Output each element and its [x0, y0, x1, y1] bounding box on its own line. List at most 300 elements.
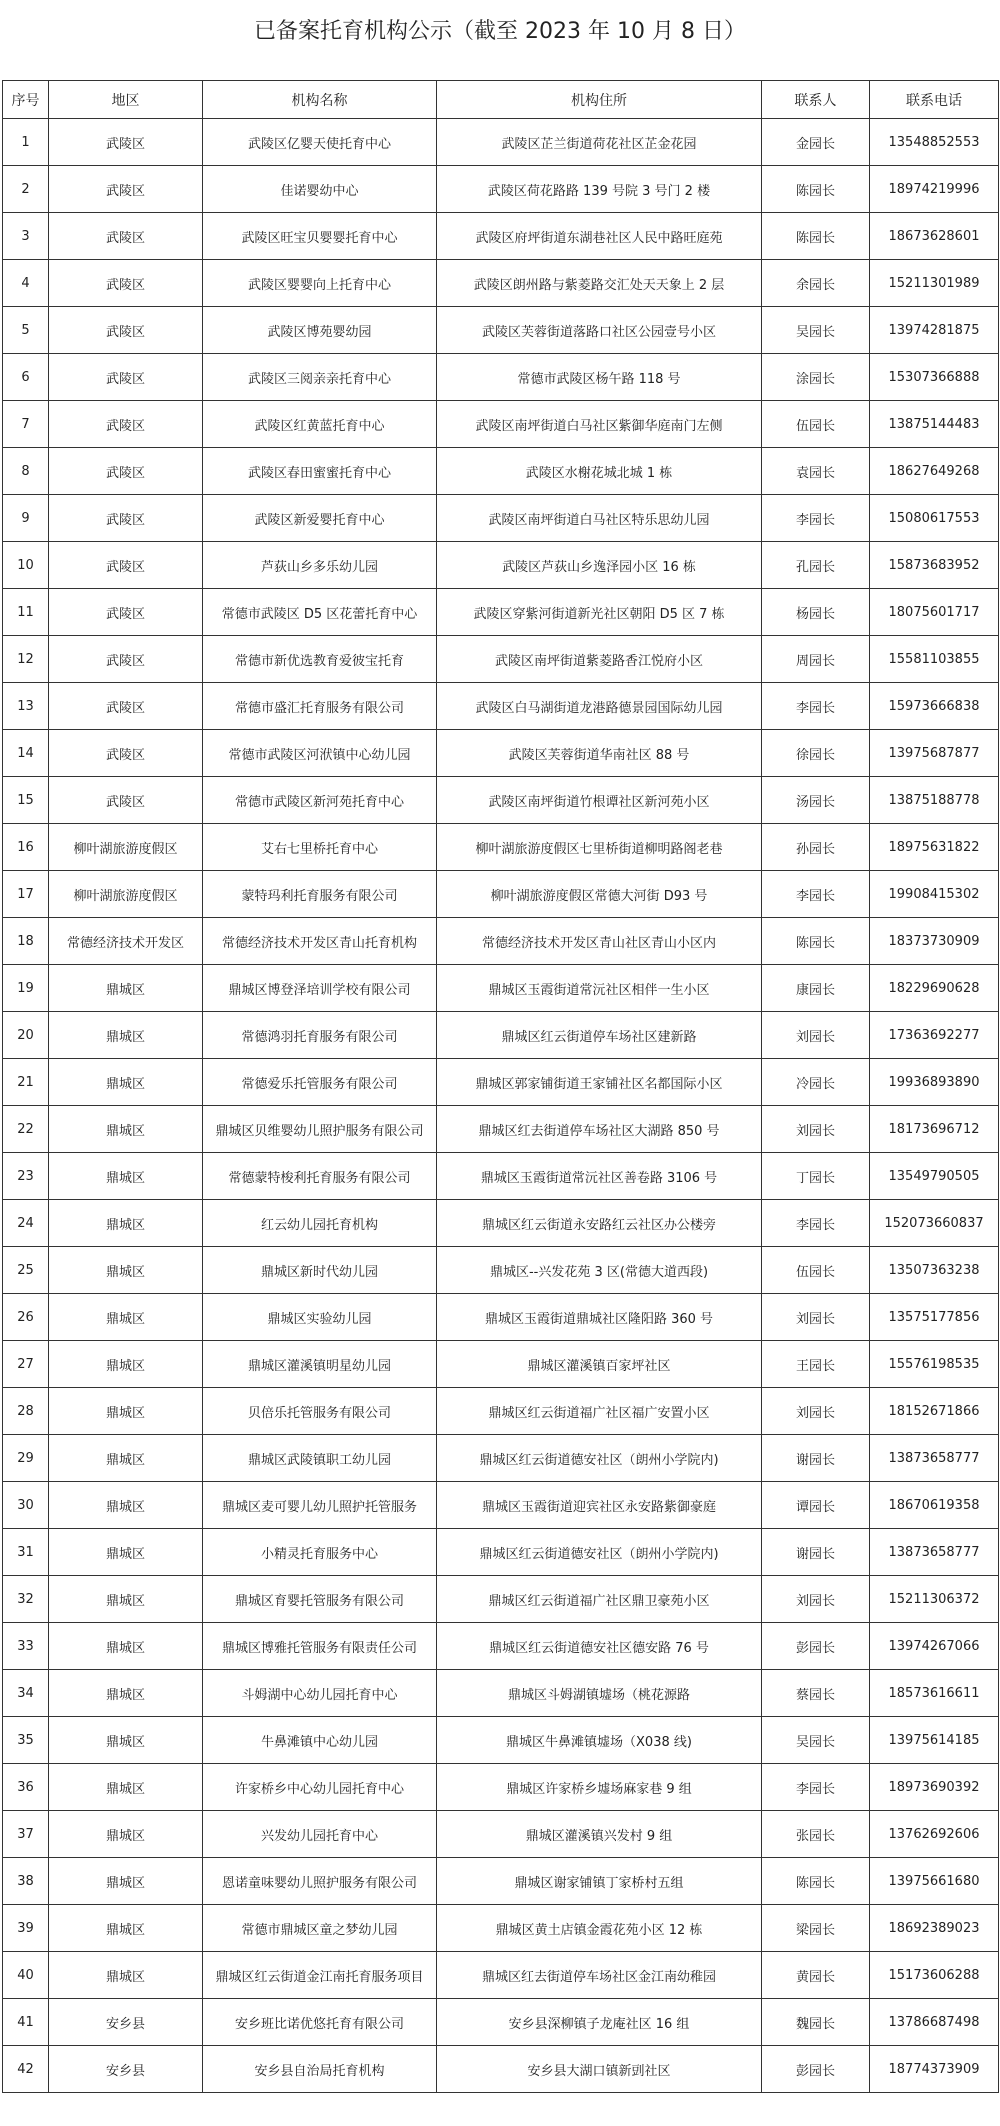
contact-cell: 梁园长	[762, 1905, 870, 1952]
institution-name-cell: 斗姆湖中心幼儿园托育中心	[203, 1670, 437, 1717]
district-cell: 鼎城区	[49, 1717, 203, 1764]
row-index-cell: 13	[3, 683, 49, 730]
phone-cell: 18152671866	[870, 1388, 999, 1435]
table-row	[3, 918, 999, 965]
column-header-institution-name: 机构名称	[203, 81, 437, 119]
row-index-cell: 34	[3, 1670, 49, 1717]
table-row	[3, 1717, 999, 1764]
address-cell: 武陵区芙蓉街道华南社区 88 号	[437, 730, 762, 777]
address-cell: 武陵区南坪街道白马社区紫御华庭南门左侧	[437, 401, 762, 448]
institution-name-cell: 常德市武陵区新河苑托育中心	[203, 777, 437, 824]
table-row	[3, 1999, 999, 2046]
contact-cell: 李园长	[762, 1764, 870, 1811]
phone-cell: 13762692606	[870, 1811, 999, 1858]
phone-cell: 15576198535	[870, 1341, 999, 1388]
contact-cell: 伍园长	[762, 1247, 870, 1294]
row-index-cell: 8	[3, 448, 49, 495]
district-cell: 鼎城区	[49, 1529, 203, 1576]
phone-cell: 17363692277	[870, 1012, 999, 1059]
phone-cell: 18627649268	[870, 448, 999, 495]
institution-name-cell: 鼎城区红云街道金江南托育服务项目	[203, 1952, 437, 1999]
row-index-cell: 19	[3, 965, 49, 1012]
row-index-cell: 3	[3, 213, 49, 260]
row-index-cell: 16	[3, 824, 49, 871]
row-index-cell: 31	[3, 1529, 49, 1576]
row-index-cell: 38	[3, 1858, 49, 1905]
phone-cell: 18774373909	[870, 2046, 999, 2093]
row-index-cell: 18	[3, 918, 49, 965]
institution-name-cell: 安乡班比诺优悠托育有限公司	[203, 1999, 437, 2046]
contact-cell: 李园长	[762, 495, 870, 542]
address-cell: 武陵区南坪街道白马社区特乐思幼儿园	[437, 495, 762, 542]
address-cell: 安乡县深柳镇子龙庵社区 16 组	[437, 1999, 762, 2046]
column-header-contact: 联系人	[762, 81, 870, 119]
institution-name-cell: 艾右七里桥托育中心	[203, 824, 437, 871]
district-cell: 鼎城区	[49, 1388, 203, 1435]
address-cell: 鼎城区红云街道福广社区鼎卫豪苑小区	[437, 1576, 762, 1623]
row-index-cell: 30	[3, 1482, 49, 1529]
address-cell: 鼎城区玉霞街道常沅社区相伴一生小区	[437, 965, 762, 1012]
district-cell: 柳叶湖旅游度假区	[49, 871, 203, 918]
contact-cell: 康园长	[762, 965, 870, 1012]
contact-cell: 孙园长	[762, 824, 870, 871]
phone-cell: 18975631822	[870, 824, 999, 871]
address-cell: 鼎城区郭家铺街道王家铺社区名都国际小区	[437, 1059, 762, 1106]
address-cell: 武陵区芦荻山乡逸泽园小区 16 栋	[437, 542, 762, 589]
contact-cell: 魏园长	[762, 1999, 870, 2046]
contact-cell: 陈园长	[762, 1858, 870, 1905]
contact-cell: 刘园长	[762, 1012, 870, 1059]
phone-cell: 13975687877	[870, 730, 999, 777]
table-row	[3, 1858, 999, 1905]
phone-cell: 18229690628	[870, 965, 999, 1012]
district-cell: 武陵区	[49, 401, 203, 448]
district-cell: 鼎城区	[49, 1341, 203, 1388]
contact-cell: 李园长	[762, 1200, 870, 1247]
row-index-cell: 36	[3, 1764, 49, 1811]
contact-cell: 涂园长	[762, 354, 870, 401]
contact-cell: 冷园长	[762, 1059, 870, 1106]
contact-cell: 陈园长	[762, 166, 870, 213]
institution-name-cell: 武陵区红黄蓝托育中心	[203, 401, 437, 448]
address-cell: 常德市武陵区杨午路 118 号	[437, 354, 762, 401]
contact-cell: 蔡园长	[762, 1670, 870, 1717]
contact-cell: 丁园长	[762, 1153, 870, 1200]
institution-name-cell: 贝倍乐托管服务有限公司	[203, 1388, 437, 1435]
row-index-cell: 6	[3, 354, 49, 401]
district-cell: 鼎城区	[49, 1576, 203, 1623]
row-index-cell: 2	[3, 166, 49, 213]
district-cell: 鼎城区	[49, 1811, 203, 1858]
address-cell: 鼎城区红云街道福广社区福广安置小区	[437, 1388, 762, 1435]
phone-cell: 15581103855	[870, 636, 999, 683]
institution-name-cell: 牛鼻滩镇中心幼儿园	[203, 1717, 437, 1764]
district-cell: 鼎城区	[49, 1200, 203, 1247]
address-cell: 武陵区南坪街道紫菱路香江悦府小区	[437, 636, 762, 683]
contact-cell: 谢园长	[762, 1529, 870, 1576]
institution-name-cell: 鼎城区博雅托管服务有限责任公司	[203, 1623, 437, 1670]
contact-cell: 刘园长	[762, 1576, 870, 1623]
district-cell: 鼎城区	[49, 1858, 203, 1905]
institution-name-cell: 武陵区旺宝贝婴婴托育中心	[203, 213, 437, 260]
phone-cell: 13975661680	[870, 1858, 999, 1905]
address-cell: 鼎城区许家桥乡墟场麻家巷 9 组	[437, 1764, 762, 1811]
table-row	[3, 213, 999, 260]
table-row	[3, 166, 999, 213]
phone-cell: 19908415302	[870, 871, 999, 918]
institution-name-cell: 常德市鼎城区童之梦幼儿园	[203, 1905, 437, 1952]
district-cell: 柳叶湖旅游度假区	[49, 824, 203, 871]
address-cell: 鼎城区红去街道停车场社区金江南幼稚园	[437, 1952, 762, 1999]
row-index-cell: 26	[3, 1294, 49, 1341]
row-index-cell: 22	[3, 1106, 49, 1153]
district-cell: 武陵区	[49, 777, 203, 824]
phone-cell: 13549790505	[870, 1153, 999, 1200]
district-cell: 安乡县	[49, 1999, 203, 2046]
contact-cell: 王园长	[762, 1341, 870, 1388]
institution-name-cell: 小精灵托育服务中心	[203, 1529, 437, 1576]
column-header-index: 序号	[3, 81, 49, 119]
phone-cell: 15873683952	[870, 542, 999, 589]
row-index-cell: 37	[3, 1811, 49, 1858]
contact-cell: 陈园长	[762, 213, 870, 260]
row-index-cell: 12	[3, 636, 49, 683]
table-header-row	[3, 81, 999, 119]
institution-name-cell: 芦荻山乡多乐幼儿园	[203, 542, 437, 589]
table-row	[3, 448, 999, 495]
contact-cell: 陈园长	[762, 918, 870, 965]
district-cell: 鼎城区	[49, 1623, 203, 1670]
institution-name-cell: 鼎城区灌溪镇明星幼儿园	[203, 1341, 437, 1388]
district-cell: 鼎城区	[49, 1764, 203, 1811]
table-row	[3, 401, 999, 448]
institution-name-cell: 鼎城区实验幼儿园	[203, 1294, 437, 1341]
address-cell: 柳叶湖旅游度假区常德大河街 D93 号	[437, 871, 762, 918]
phone-cell: 15973666838	[870, 683, 999, 730]
district-cell: 鼎城区	[49, 1435, 203, 1482]
phone-cell: 15307366888	[870, 354, 999, 401]
contact-cell: 黄园长	[762, 1952, 870, 1999]
address-cell: 武陵区水榭花城北城 1 栋	[437, 448, 762, 495]
institution-name-cell: 常德市武陵区河洑镇中心幼儿园	[203, 730, 437, 777]
phone-cell: 19936893890	[870, 1059, 999, 1106]
table-row	[3, 1811, 999, 1858]
phone-cell: 13507363238	[870, 1247, 999, 1294]
contact-cell: 孔园长	[762, 542, 870, 589]
row-index-cell: 15	[3, 777, 49, 824]
phone-cell: 13875188778	[870, 777, 999, 824]
contact-cell: 汤园长	[762, 777, 870, 824]
phone-cell: 13975614185	[870, 1717, 999, 1764]
table-row	[3, 1764, 999, 1811]
institution-name-cell: 武陵区三阅亲亲托育中心	[203, 354, 437, 401]
contact-cell: 周园长	[762, 636, 870, 683]
table-row	[3, 636, 999, 683]
row-index-cell: 9	[3, 495, 49, 542]
contact-cell: 彭园长	[762, 1623, 870, 1670]
phone-cell: 18573616611	[870, 1670, 999, 1717]
district-cell: 武陵区	[49, 354, 203, 401]
table-row	[3, 589, 999, 636]
phone-cell: 18974219996	[870, 166, 999, 213]
institution-name-cell: 常德鸿羽托育服务有限公司	[203, 1012, 437, 1059]
address-cell: 鼎城区--兴发花苑 3 区(常德大道西段)	[437, 1247, 762, 1294]
district-cell: 鼎城区	[49, 1670, 203, 1717]
address-cell: 武陵区荷花路路 139 号院 3 号门 2 楼	[437, 166, 762, 213]
district-cell: 武陵区	[49, 307, 203, 354]
institution-name-cell: 恩诺童味婴幼儿照护服务有限公司	[203, 1858, 437, 1905]
contact-cell: 袁园长	[762, 448, 870, 495]
institution-name-cell: 蒙特玛利托育服务有限公司	[203, 871, 437, 918]
district-cell: 安乡县	[49, 2046, 203, 2093]
contact-cell: 李园长	[762, 683, 870, 730]
address-cell: 常德经济技术开发区青山社区青山小区内	[437, 918, 762, 965]
address-cell: 柳叶湖旅游度假区七里桥街道柳明路阁老巷	[437, 824, 762, 871]
institution-name-cell: 佳诺婴幼中心	[203, 166, 437, 213]
district-cell: 武陵区	[49, 119, 203, 166]
contact-cell: 徐园长	[762, 730, 870, 777]
address-cell: 武陵区朗州路与紫菱路交汇处天天象上 2 层	[437, 260, 762, 307]
phone-cell: 13974267066	[870, 1623, 999, 1670]
phone-cell: 152073660837	[870, 1200, 999, 1247]
contact-cell: 刘园长	[762, 1294, 870, 1341]
institution-name-cell: 常德蒙特梭利托育服务有限公司	[203, 1153, 437, 1200]
contact-cell: 余园长	[762, 260, 870, 307]
phone-cell: 13875144483	[870, 401, 999, 448]
institution-name-cell: 红云幼儿园托育机构	[203, 1200, 437, 1247]
table-row	[3, 307, 999, 354]
district-cell: 鼎城区	[49, 1482, 203, 1529]
district-cell: 鼎城区	[49, 1106, 203, 1153]
table-row	[3, 1200, 999, 1247]
address-cell: 鼎城区黄土店镇金霞花苑小区 12 栋	[437, 1905, 762, 1952]
contact-cell: 吴园长	[762, 1717, 870, 1764]
district-cell: 鼎城区	[49, 965, 203, 1012]
district-cell: 鼎城区	[49, 1247, 203, 1294]
institution-name-cell: 鼎城区新时代幼儿园	[203, 1247, 437, 1294]
row-index-cell: 24	[3, 1200, 49, 1247]
table-row	[3, 495, 999, 542]
row-index-cell: 10	[3, 542, 49, 589]
table-row	[3, 965, 999, 1012]
institution-name-cell: 武陵区亿婴天使托育中心	[203, 119, 437, 166]
address-cell: 鼎城区牛鼻滩镇墟场（X038 线)	[437, 1717, 762, 1764]
district-cell: 常德经济技术开发区	[49, 918, 203, 965]
row-index-cell: 25	[3, 1247, 49, 1294]
table-row	[3, 871, 999, 918]
row-index-cell: 23	[3, 1153, 49, 1200]
phone-cell: 18373730909	[870, 918, 999, 965]
institution-name-cell: 兴发幼儿园托育中心	[203, 1811, 437, 1858]
contact-cell: 金园长	[762, 119, 870, 166]
table-row	[3, 1529, 999, 1576]
phone-cell: 13548852553	[870, 119, 999, 166]
district-cell: 武陵区	[49, 260, 203, 307]
column-header-district: 地区	[49, 81, 203, 119]
address-cell: 武陵区芷兰街道荷花社区芷金花园	[437, 119, 762, 166]
row-index-cell: 28	[3, 1388, 49, 1435]
phone-cell: 18973690392	[870, 1764, 999, 1811]
table-row	[3, 119, 999, 166]
district-cell: 武陵区	[49, 683, 203, 730]
address-cell: 鼎城区灌溪镇兴发村 9 组	[437, 1811, 762, 1858]
district-cell: 武陵区	[49, 730, 203, 777]
institution-name-cell: 武陵区婴婴向上托育中心	[203, 260, 437, 307]
district-cell: 鼎城区	[49, 1294, 203, 1341]
district-cell: 鼎城区	[49, 1952, 203, 1999]
institution-name-cell: 许家桥乡中心幼儿园托育中心	[203, 1764, 437, 1811]
table-row	[3, 1153, 999, 1200]
address-cell: 武陵区穿紫河街道新光社区朝阳 D5 区 7 栋	[437, 589, 762, 636]
table-row	[3, 683, 999, 730]
column-header-phone: 联系电话	[870, 81, 999, 119]
institution-name-cell: 鼎城区武陵镇职工幼儿园	[203, 1435, 437, 1482]
institution-name-cell: 常德市盛汇托育服务有限公司	[203, 683, 437, 730]
table-row	[3, 730, 999, 777]
row-index-cell: 7	[3, 401, 49, 448]
row-index-cell: 5	[3, 307, 49, 354]
district-cell: 武陵区	[49, 166, 203, 213]
table-row	[3, 1482, 999, 1529]
row-index-cell: 4	[3, 260, 49, 307]
row-index-cell: 29	[3, 1435, 49, 1482]
table-row	[3, 542, 999, 589]
table-row	[3, 1670, 999, 1717]
table-row	[3, 1623, 999, 1670]
row-index-cell: 11	[3, 589, 49, 636]
phone-cell: 18670619358	[870, 1482, 999, 1529]
district-cell: 鼎城区	[49, 1059, 203, 1106]
row-index-cell: 27	[3, 1341, 49, 1388]
address-cell: 鼎城区谢家铺镇丁家桥村五组	[437, 1858, 762, 1905]
district-cell: 鼎城区	[49, 1012, 203, 1059]
district-cell: 武陵区	[49, 589, 203, 636]
row-index-cell: 42	[3, 2046, 49, 2093]
table-row	[3, 1012, 999, 1059]
contact-cell: 伍园长	[762, 401, 870, 448]
institution-name-cell: 鼎城区博登泽培训学校有限公司	[203, 965, 437, 1012]
phone-cell: 13575177856	[870, 1294, 999, 1341]
institution-name-cell: 鼎城区麦可婴儿幼儿照护托管服务	[203, 1482, 437, 1529]
phone-cell: 18173696712	[870, 1106, 999, 1153]
phone-cell: 13786687498	[870, 1999, 999, 2046]
address-cell: 鼎城区红云街道德安社区德安路 76 号	[437, 1623, 762, 1670]
row-index-cell: 35	[3, 1717, 49, 1764]
phone-cell: 13974281875	[870, 307, 999, 354]
row-index-cell: 1	[3, 119, 49, 166]
phone-cell: 13873658777	[870, 1529, 999, 1576]
institution-name-cell: 鼎城区育婴托管服务有限公司	[203, 1576, 437, 1623]
district-cell: 武陵区	[49, 495, 203, 542]
institution-name-cell: 武陵区新爱婴托育中心	[203, 495, 437, 542]
page-title: 已备案托育机构公示（截至 2023 年 10 月 8 日）	[254, 19, 746, 44]
institution-name-cell: 常德市新优选教育爱彼宝托育	[203, 636, 437, 683]
phone-cell: 18075601717	[870, 589, 999, 636]
institution-name-cell: 鼎城区贝维婴幼儿照护服务有限公司	[203, 1106, 437, 1153]
table-row	[3, 824, 999, 871]
address-cell: 鼎城区玉霞街道鼎城社区隆阳路 360 号	[437, 1294, 762, 1341]
table-row	[3, 2046, 999, 2093]
phone-cell: 18692389023	[870, 1905, 999, 1952]
institution-name-cell: 武陵区博苑婴幼园	[203, 307, 437, 354]
institution-name-cell: 常德经济技术开发区青山托育机构	[203, 918, 437, 965]
district-cell: 鼎城区	[49, 1153, 203, 1200]
row-index-cell: 21	[3, 1059, 49, 1106]
contact-cell: 李园长	[762, 871, 870, 918]
address-cell: 安乡县大湖口镇新剅社区	[437, 2046, 762, 2093]
contact-cell: 杨园长	[762, 589, 870, 636]
table-row	[3, 1905, 999, 1952]
address-cell: 鼎城区红云街道停车场社区建新路	[437, 1012, 762, 1059]
table-row	[3, 1294, 999, 1341]
row-index-cell: 17	[3, 871, 49, 918]
district-cell: 武陵区	[49, 542, 203, 589]
phone-cell: 15080617553	[870, 495, 999, 542]
table-row	[3, 1952, 999, 1999]
column-header-address: 机构住所	[437, 81, 762, 119]
row-index-cell: 39	[3, 1905, 49, 1952]
table-row	[3, 1435, 999, 1482]
table-row	[3, 777, 999, 824]
contact-cell: 张园长	[762, 1811, 870, 1858]
table-row	[3, 1576, 999, 1623]
district-cell: 武陵区	[49, 213, 203, 260]
table-row	[3, 1059, 999, 1106]
row-index-cell: 20	[3, 1012, 49, 1059]
district-cell: 武陵区	[49, 636, 203, 683]
contact-cell: 谢园长	[762, 1435, 870, 1482]
row-index-cell: 33	[3, 1623, 49, 1670]
contact-cell: 谭园长	[762, 1482, 870, 1529]
address-cell: 武陵区南坪街道竹根谭社区新河苑小区	[437, 777, 762, 824]
address-cell: 鼎城区红云街道德安社区（朗州小学院内)	[437, 1435, 762, 1482]
phone-cell: 13873658777	[870, 1435, 999, 1482]
table-body	[3, 119, 999, 2093]
row-index-cell: 32	[3, 1576, 49, 1623]
table-row	[3, 1341, 999, 1388]
institution-name-cell: 常德市武陵区 D5 区花蕾托育中心	[203, 589, 437, 636]
institution-name-cell: 安乡县自治局托育机构	[203, 2046, 437, 2093]
table-row	[3, 1247, 999, 1294]
address-cell: 武陵区府坪街道东湖巷社区人民中路旺庭苑	[437, 213, 762, 260]
contact-cell: 刘园长	[762, 1106, 870, 1153]
table-row	[3, 354, 999, 401]
district-cell: 武陵区	[49, 448, 203, 495]
district-cell: 鼎城区	[49, 1905, 203, 1952]
institution-name-cell: 常德爱乐托管服务有限公司	[203, 1059, 437, 1106]
row-index-cell: 14	[3, 730, 49, 777]
address-cell: 鼎城区红云街道德安社区（朗州小学院内)	[437, 1529, 762, 1576]
phone-cell: 15211306372	[870, 1576, 999, 1623]
address-cell: 武陵区白马湖街道龙港路德景园国际幼儿园	[437, 683, 762, 730]
contact-cell: 彭园长	[762, 2046, 870, 2093]
contact-cell: 刘园长	[762, 1388, 870, 1435]
phone-cell: 15211301989	[870, 260, 999, 307]
institution-name-cell: 武陵区春田蜜蜜托育中心	[203, 448, 437, 495]
address-cell: 鼎城区红云街道永安路红云社区办公楼旁	[437, 1200, 762, 1247]
address-cell: 鼎城区斗姆湖镇墟场（桃花源路	[437, 1670, 762, 1717]
phone-cell: 18673628601	[870, 213, 999, 260]
table-row	[3, 1106, 999, 1153]
table-row	[3, 1388, 999, 1435]
table-row	[3, 260, 999, 307]
address-cell: 鼎城区红去街道停车场社区大湖路 850 号	[437, 1106, 762, 1153]
row-index-cell: 41	[3, 1999, 49, 2046]
phone-cell: 15173606288	[870, 1952, 999, 1999]
address-cell: 武陵区芙蓉街道落路口社区公园壹号小区	[437, 307, 762, 354]
childcare-institution-table	[2, 80, 999, 2093]
contact-cell: 吴园长	[762, 307, 870, 354]
